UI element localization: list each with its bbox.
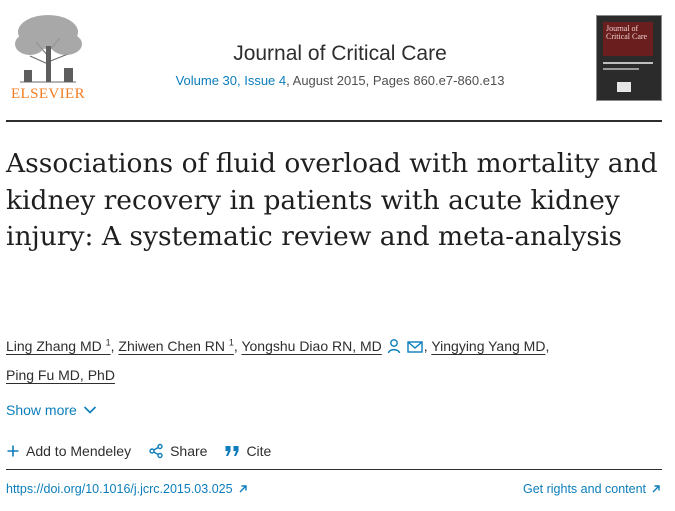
publisher-name: ELSEVIER bbox=[10, 86, 86, 102]
elsevier-tree-logo bbox=[10, 12, 86, 84]
doi-link[interactable] bbox=[6, 482, 248, 496]
issue-info bbox=[150, 73, 530, 88]
share-button[interactable] bbox=[148, 443, 207, 459]
quote-icon bbox=[224, 444, 240, 458]
add-to-mendeley-button[interactable] bbox=[6, 443, 131, 459]
journal-cover-image[interactable] bbox=[596, 15, 662, 101]
cover-decoration bbox=[603, 68, 639, 70]
plus-icon bbox=[6, 444, 20, 458]
author-affiliation-ref: 1 bbox=[228, 337, 234, 348]
header-divider bbox=[6, 120, 662, 122]
rights-link[interactable] bbox=[523, 482, 661, 496]
journal-title[interactable]: Journal of Critical Care bbox=[233, 42, 447, 65]
envelope-icon[interactable] bbox=[406, 336, 424, 362]
doi-text: https://doi.org/10.1016/j.jcrc.2015.03.025 bbox=[6, 482, 233, 496]
cover-decoration bbox=[603, 62, 653, 64]
cite-button[interactable] bbox=[224, 443, 271, 459]
author-link[interactable] bbox=[431, 338, 545, 354]
share-icon bbox=[148, 443, 164, 459]
rights-text: Get rights and content bbox=[523, 482, 646, 496]
cover-badge bbox=[617, 82, 631, 92]
separator: , bbox=[233, 338, 242, 354]
separator: , bbox=[423, 338, 432, 354]
external-link-icon bbox=[651, 484, 661, 494]
external-link-icon bbox=[238, 484, 248, 494]
author-link[interactable] bbox=[118, 338, 234, 354]
cover-title: Journal of Critical Care bbox=[606, 24, 648, 41]
author-name: Yingying Yang MD bbox=[431, 338, 546, 354]
share-label: Share bbox=[170, 443, 208, 459]
article-title: Associations of fluid overload with mortality and kidney recovery in patients with acute kidney injury: A systematic review and meta-analysis bbox=[6, 148, 658, 252]
author-name: Zhiwen Chen RN bbox=[118, 338, 226, 354]
show-more-label: Show more bbox=[6, 402, 77, 418]
author-link[interactable] bbox=[241, 338, 381, 354]
author-link[interactable] bbox=[6, 367, 115, 383]
separator: , bbox=[545, 338, 550, 354]
author-list bbox=[6, 333, 646, 388]
show-more-button[interactable] bbox=[6, 402, 97, 418]
separator: , bbox=[110, 338, 119, 354]
footer-divider bbox=[6, 469, 662, 470]
author-name: Yongshu Diao RN, MD bbox=[241, 338, 382, 354]
cite-label: Cite bbox=[246, 443, 272, 459]
author-link[interactable] bbox=[6, 338, 111, 354]
author-name: Ling Zhang MD bbox=[6, 338, 102, 354]
author-name: Ping Fu MD, PhD bbox=[6, 367, 115, 383]
publisher-logo[interactable] bbox=[6, 12, 90, 104]
article-toolbar bbox=[6, 443, 288, 459]
cover-title-block bbox=[603, 22, 653, 56]
chevron-down-icon bbox=[83, 405, 97, 415]
issue-link[interactable]: Volume 30, Issue 4 bbox=[175, 73, 287, 88]
issue-details: , August 2015, Pages 860.e7-860.e13 bbox=[286, 73, 505, 88]
author-affiliation-ref: 1 bbox=[105, 337, 111, 348]
add-to-mendeley-label: Add to Mendeley bbox=[26, 443, 132, 459]
person-icon[interactable] bbox=[386, 336, 402, 362]
